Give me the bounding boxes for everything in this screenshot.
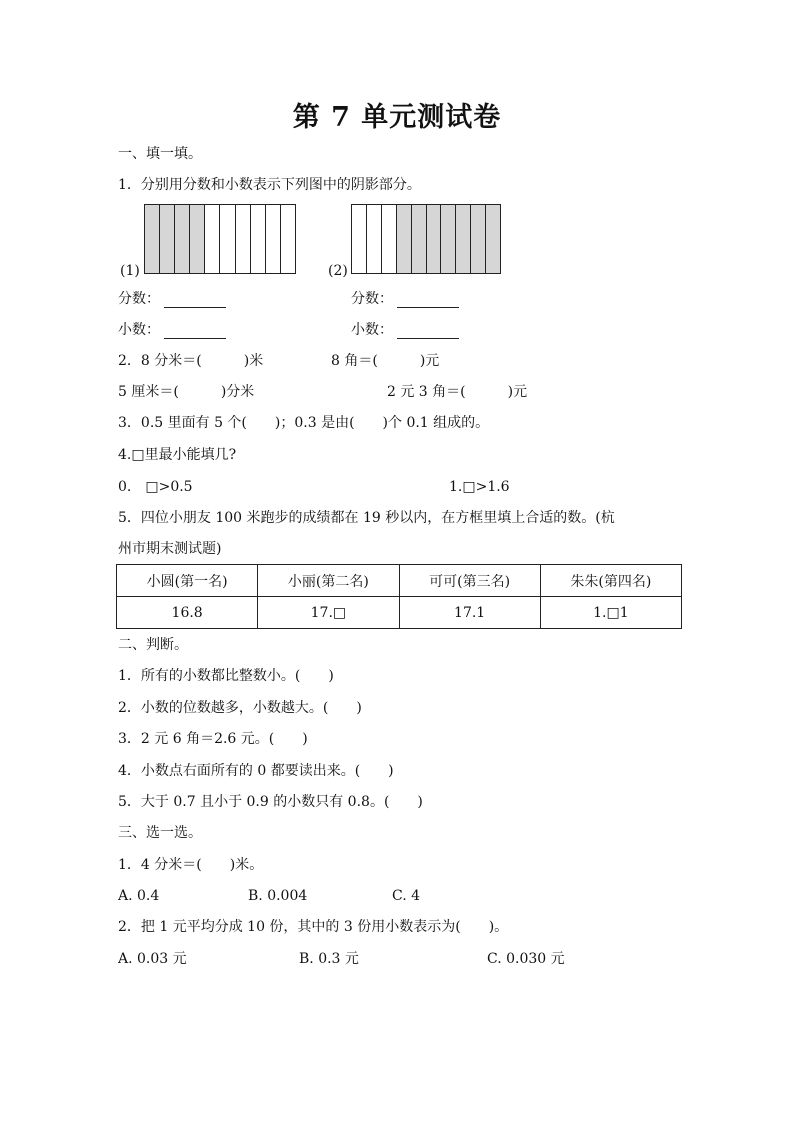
- section-heading-choose: 三、选一选。: [118, 825, 202, 841]
- question-5-line-1: 5．四位小朋友 100 米跑步的成绩都在 19 秒以内，在方框里填上合适的数。(杭: [118, 510, 615, 526]
- table-row: [117, 597, 682, 629]
- question-4-text: 4.□里最小能填几?: [118, 447, 237, 463]
- answer-blank[interactable]: [164, 293, 226, 308]
- blank-cell: [367, 205, 382, 273]
- blank-cell: [382, 205, 397, 273]
- choice-question-1: 1．4 分米＝( )米。: [118, 857, 264, 873]
- answer-blank[interactable]: [164, 324, 226, 339]
- question-2c: 5 厘米＝( )分米: [118, 384, 255, 400]
- table-cell: 17.1: [399, 597, 540, 629]
- option-a[interactable]: A. 0.03 元: [118, 951, 187, 967]
- blank-cell: [251, 205, 266, 273]
- question-3: 3．0.5 里面有 5 个( )；0.3 是由( )个 0.1 组成的。: [118, 415, 490, 431]
- table-header-cell: 小丽(第二名): [258, 565, 399, 597]
- question-2d: 2 元 3 角＝( )元: [387, 384, 528, 400]
- blank-cell: [266, 205, 281, 273]
- shaded-strip-figure-2: [351, 204, 501, 274]
- answer-blank[interactable]: [397, 293, 459, 308]
- page-title: 第 7 单元测试卷: [292, 102, 502, 133]
- fraction-answer-2[interactable]: [351, 290, 459, 308]
- question-5-line-2: 州市期末测试题): [118, 541, 222, 557]
- shaded-cell: [471, 205, 486, 273]
- decimal-label: 小数：: [351, 322, 393, 338]
- blank-cell: [205, 205, 220, 273]
- shaded-cell: [427, 205, 442, 273]
- question-1-text: 1．分别用分数和小数表示下列图中的阴影部分。: [118, 177, 421, 193]
- judge-item: 5．大于 0.7 且小于 0.9 的小数只有 0.8。( ): [118, 794, 423, 810]
- judge-item: 4．小数点右面所有的 0 都要读出来。( ): [118, 763, 394, 779]
- table-cell[interactable]: 17.□: [258, 597, 399, 629]
- table-header-cell: 可可(第三名): [399, 565, 540, 597]
- table-cell[interactable]: 1.□1: [540, 597, 681, 629]
- question-2a: 2．8 分米＝( )米: [118, 353, 264, 369]
- question-4b: 1.□>1.6: [449, 479, 510, 495]
- fraction-label: 分数：: [351, 291, 393, 307]
- judge-item: 1．所有的小数都比整数小。( ): [118, 668, 334, 684]
- decimal-label: 小数：: [118, 322, 160, 338]
- question-4a: 0. □>0.5: [118, 479, 193, 495]
- table-header-row: [117, 565, 682, 597]
- choice-question-2: 2．把 1 元平均分成 10 份，其中的 3 份用小数表示为( )。: [118, 919, 509, 935]
- shaded-cell: [160, 205, 175, 273]
- answer-blank[interactable]: [397, 324, 459, 339]
- shaded-cell: [175, 205, 190, 273]
- shaded-cell: [397, 205, 412, 273]
- blank-cell: [220, 205, 235, 273]
- table-header-cell: 小圆(第一名): [117, 565, 258, 597]
- judge-item: 3．2 元 6 角＝2.6 元。( ): [118, 731, 308, 747]
- blank-cell: [281, 205, 295, 273]
- figure-1-label: (1): [120, 263, 140, 279]
- decimal-answer-2[interactable]: [351, 321, 459, 339]
- shaded-cell: [486, 205, 500, 273]
- shaded-cell: [441, 205, 456, 273]
- fraction-label: 分数：: [118, 291, 160, 307]
- table-cell: 16.8: [117, 597, 258, 629]
- section-heading-judge: 二、判断。: [118, 637, 188, 653]
- table-header-cell: 朱朱(第四名): [540, 565, 681, 597]
- option-c[interactable]: C. 0.030 元: [487, 951, 565, 967]
- decimal-answer-1[interactable]: [118, 321, 226, 339]
- shaded-cell: [412, 205, 427, 273]
- shaded-cell: [456, 205, 471, 273]
- figure-2-label: (2): [328, 263, 348, 279]
- option-b[interactable]: B. 0.3 元: [299, 951, 359, 967]
- option-a[interactable]: A. 0.4: [118, 888, 160, 904]
- shaded-strip-figure-1: [144, 204, 296, 274]
- fraction-answer-1[interactable]: [118, 290, 226, 308]
- option-b[interactable]: B. 0.004: [248, 888, 308, 904]
- blank-cell: [236, 205, 251, 273]
- question-2b: 8 角＝( )元: [331, 353, 440, 369]
- section-heading-fill-in: 一、填一填。: [118, 146, 202, 162]
- shaded-cell: [145, 205, 160, 273]
- option-c[interactable]: C. 4: [392, 888, 421, 904]
- blank-cell: [352, 205, 367, 273]
- shaded-cell: [190, 205, 205, 273]
- judge-item: 2．小数的位数越多，小数越大。( ): [118, 700, 362, 716]
- running-results-table: [116, 564, 682, 629]
